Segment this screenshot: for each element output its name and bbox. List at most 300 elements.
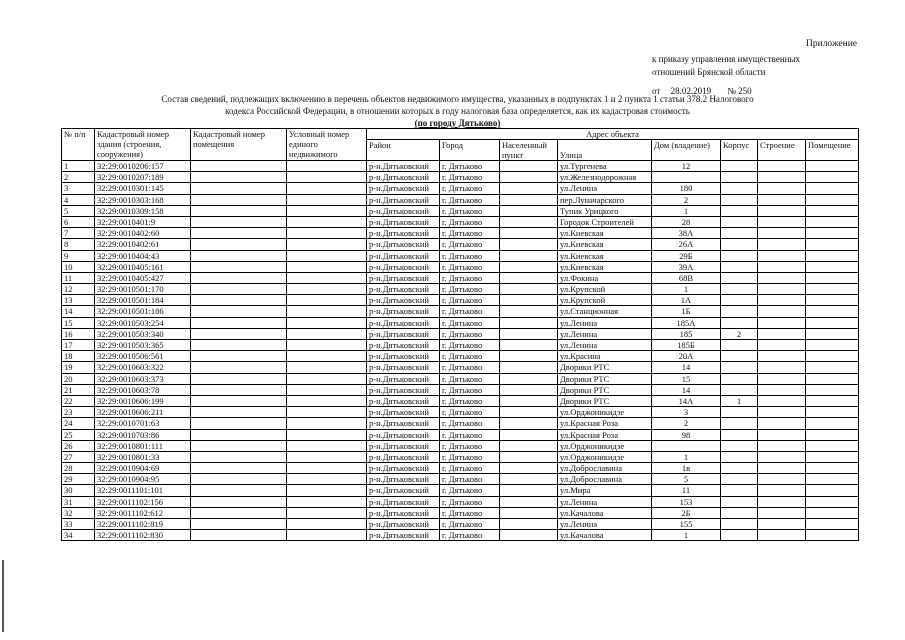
cell-conditional-number [287,418,367,429]
table-row [62,328,859,339]
cell-house-number: 185А [652,317,721,328]
cell-room [806,250,859,261]
cell-house-number: 1в [652,463,721,474]
cell-corpus [721,373,758,384]
cell-house-number: 5 [652,474,721,485]
cell-room-number [191,216,287,227]
cell-conditional-number [287,373,367,384]
cell-corpus [721,496,758,507]
cell-district: р-н.Дятьковский [367,463,440,474]
cell-district: р-н.Дятьковский [367,507,440,518]
cell-street: ул.Киевская [558,261,652,272]
cell-cadastral-number: 32:29:0011102:156 [95,496,191,507]
appendix-line: отношений Брянской области [652,67,766,77]
cell-district: р-н.Дятьковский [367,362,440,373]
cell-city: г. Дятьково [440,194,500,205]
cell-conditional-number [287,451,367,462]
cell-settlement [500,530,558,541]
cell-building [758,272,806,283]
cell-city: г. Дятьково [440,429,500,440]
cell-room [806,261,859,272]
cell-city: г. Дятьково [440,272,500,283]
cell-house-number: 14 [652,384,721,395]
cell-conditional-number [287,295,367,306]
cell-conditional-number [287,496,367,507]
cell-room-number [191,373,287,384]
cell-street: ул.Фокина [558,272,652,283]
cell-house-number: 1 [652,451,721,462]
table-row [62,284,859,295]
cell-corpus [721,340,758,351]
cell-settlement [500,395,558,406]
cell-row-number: 12 [62,284,95,295]
cell-room-number [191,172,287,183]
cell-cadastral-number: 32:29:0011102:819 [95,519,191,530]
cell-conditional-number [287,384,367,395]
document-heading [60,94,855,117]
cell-row-number: 19 [62,362,95,373]
table-row [62,172,859,183]
cell-room [806,463,859,474]
table-row [62,194,859,205]
cell-cadastral-number: 32:29:0010603:373 [95,373,191,384]
cell-cadastral-number: 32:29:0010703:86 [95,429,191,440]
cell-corpus [721,418,758,429]
heading-line: Состав сведений, подлежащих включению в перечень объектов недвижимого имущества, указанных в подпунктах 1 и 2 пункта 1 статьи 378.2 Налогового [161,94,754,104]
cell-building [758,395,806,406]
cell-settlement [500,474,558,485]
cell-room [806,407,859,418]
cell-building [758,183,806,194]
cell-building [758,451,806,462]
header-building: Строение [758,140,806,161]
table-row [62,161,859,172]
cell-corpus [721,362,758,373]
cell-room [806,328,859,339]
table-row [62,272,859,283]
cell-district: р-н.Дятьковский [367,250,440,261]
cell-conditional-number [287,429,367,440]
order-date: 28.02.2019 [670,86,712,96]
cell-building [758,295,806,306]
cell-conditional-number [287,205,367,216]
cell-building [758,205,806,216]
cell-street: ул.Киевская [558,239,652,250]
cell-corpus: 1 [721,395,758,406]
cell-house-number: 15 [652,373,721,384]
cell-district: р-н.Дятьковский [367,228,440,239]
cell-cadastral-number: 32:29:0010801:111 [95,440,191,451]
cell-row-number: 29 [62,474,95,485]
cell-street: ул.Ленина [558,317,652,328]
cell-city: г. Дятьково [440,161,500,172]
cell-settlement [500,519,558,530]
cell-street: Дворики РТС [558,384,652,395]
table-row [62,373,859,384]
cell-street: ул.Орджоникидзе [558,451,652,462]
cell-cadastral-number: 32:29:0010405:161 [95,261,191,272]
cell-room-number [191,395,287,406]
cell-district: р-н.Дятьковский [367,384,440,395]
cell-district: р-н.Дятьковский [367,440,440,451]
cell-settlement [500,384,558,395]
cell-building [758,485,806,496]
cell-house-number: 12 [652,161,721,172]
cell-row-number: 6 [62,216,95,227]
cell-row-number: 15 [62,317,95,328]
table-row [62,429,859,440]
cell-building [758,519,806,530]
cell-district: р-н.Дятьковский [367,216,440,227]
cell-room-number [191,317,287,328]
cell-conditional-number [287,172,367,183]
cell-settlement [500,284,558,295]
cell-settlement [500,161,558,172]
cell-conditional-number [287,250,367,261]
cell-cadastral-number: 32:29:0010503:254 [95,317,191,328]
cell-district: р-н.Дятьковский [367,161,440,172]
cell-corpus [721,507,758,518]
cell-room-number [191,451,287,462]
cell-building [758,463,806,474]
cell-district: р-н.Дятьковский [367,373,440,384]
cell-building [758,194,806,205]
cell-district: р-н.Дятьковский [367,194,440,205]
cell-settlement [500,407,558,418]
cell-district: р-н.Дятьковский [367,205,440,216]
cell-settlement [500,317,558,328]
table-row [62,362,859,373]
cell-street: ул.Доброславина [558,463,652,474]
cell-room [806,451,859,462]
cell-row-number: 7 [62,228,95,239]
cell-building [758,161,806,172]
cell-corpus [721,440,758,451]
table-row [62,239,859,250]
cell-corpus [721,384,758,395]
cell-district: р-н.Дятьковский [367,272,440,283]
cell-room-number [191,463,287,474]
cell-row-number: 22 [62,395,95,406]
cell-row-number: 21 [62,384,95,395]
cell-house-number: 1А [652,295,721,306]
cell-building [758,418,806,429]
cell-building [758,250,806,261]
cell-cadastral-number: 32:29:0011102:830 [95,530,191,541]
cell-cadastral-number: 32:29:0010206:157 [95,161,191,172]
cell-cadastral-number: 32:29:0010503:365 [95,340,191,351]
cell-row-number: 32 [62,507,95,518]
cell-street: ул.Орджоникидзе [558,440,652,451]
header-settlement: Населенный пункт [500,140,558,161]
cell-corpus [721,194,758,205]
cell-district: р-н.Дятьковский [367,496,440,507]
table-row [62,216,859,227]
cell-room-number [191,284,287,295]
cell-cadastral-number: 32:29:0010402:61 [95,239,191,250]
cell-room [806,373,859,384]
cell-room-number [191,418,287,429]
cell-row-number: 3 [62,183,95,194]
cell-settlement [500,507,558,518]
cell-room [806,340,859,351]
cell-room-number [191,239,287,250]
cell-street: Тупик Урицкого [558,205,652,216]
cell-street: Дворики РТС [558,395,652,406]
cell-row-number: 17 [62,340,95,351]
cell-corpus [721,239,758,250]
cell-conditional-number [287,261,367,272]
cell-cadastral-number: 32:29:0010501:186 [95,306,191,317]
cell-corpus [721,250,758,261]
cell-building [758,340,806,351]
cell-row-number: 16 [62,328,95,339]
header-address-group: Адрес объекта [367,129,859,140]
cell-room [806,172,859,183]
cell-settlement [500,172,558,183]
cell-house-number: 2Б [652,507,721,518]
cell-row-number: 10 [62,261,95,272]
cell-settlement [500,261,558,272]
cell-settlement [500,429,558,440]
cell-street: ул.Качалова [558,507,652,518]
cell-house-number: 2 [652,194,721,205]
cell-cadastral-number: 32:29:0010405:427 [95,272,191,283]
cell-settlement [500,250,558,261]
header-cadastral-building: Кадастровый номер здания (строения, сооружения) [95,129,191,161]
cell-room [806,384,859,395]
cell-room [806,183,859,194]
cell-room-number [191,351,287,362]
table-row [62,351,859,362]
cell-street: ул.Доброславина [558,474,652,485]
cell-corpus [721,451,758,462]
cell-cadastral-number: 32:29:0010904:95 [95,474,191,485]
cell-conditional-number [287,474,367,485]
cell-row-number: 27 [62,451,95,462]
cell-cadastral-number: 32:29:0010606:199 [95,395,191,406]
cell-corpus [721,429,758,440]
cell-district: р-н.Дятьковский [367,530,440,541]
cell-row-number: 13 [62,295,95,306]
cell-room [806,239,859,250]
cell-corpus [721,172,758,183]
cell-district: р-н.Дятьковский [367,295,440,306]
cell-room-number [191,205,287,216]
property-registry-table [61,128,859,541]
cell-row-number: 20 [62,373,95,384]
cell-room-number [191,183,287,194]
cell-cadastral-number: 32:29:0010606:211 [95,407,191,418]
cell-city: г. Дятьково [440,317,500,328]
cell-street: Дворики РТС [558,373,652,384]
cell-row-number: 31 [62,496,95,507]
cell-room [806,194,859,205]
cell-room [806,530,859,541]
cell-street: ул.Ленина [558,519,652,530]
cell-city: г. Дятьково [440,407,500,418]
cell-corpus [721,485,758,496]
cell-settlement [500,418,558,429]
cell-room-number [191,384,287,395]
cell-conditional-number [287,340,367,351]
cell-room [806,317,859,328]
cell-settlement [500,362,558,373]
cell-district: р-н.Дятьковский [367,284,440,295]
table-row [62,451,859,462]
cell-row-number: 11 [62,272,95,283]
cell-city: г. Дятьково [440,519,500,530]
heading-line: кодекса Российской Федерации, в отношении которых в году налоговая база определяется, как их кадастровая стоимость [225,105,690,116]
cell-conditional-number [287,328,367,339]
cell-conditional-number [287,463,367,474]
cell-street: ул.Ленина [558,496,652,507]
cell-row-number: 28 [62,463,95,474]
cell-conditional-number [287,272,367,283]
cell-corpus [721,228,758,239]
cell-cadastral-number: 32:29:0010309:158 [95,205,191,216]
table-row [62,519,859,530]
cell-room [806,216,859,227]
header-city: Город [440,140,500,161]
header-conditional-number: Условный номер единого недвижимого [287,129,367,161]
cell-building [758,228,806,239]
cell-room-number [191,328,287,339]
cell-building [758,373,806,384]
cell-cadastral-number: 32:29:0010303:168 [95,194,191,205]
cell-house-number: 28 [652,216,721,227]
cell-building [758,172,806,183]
cell-corpus [721,407,758,418]
cell-corpus [721,295,758,306]
cell-room [806,161,859,172]
cell-district: р-н.Дятьковский [367,474,440,485]
cell-street: Городок Строителей [558,216,652,227]
cell-house-number: 1 [652,205,721,216]
cell-row-number: 5 [62,205,95,216]
cell-settlement [500,440,558,451]
cell-settlement [500,485,558,496]
cell-house-number: 29Б [652,250,721,261]
cell-building [758,474,806,485]
cell-settlement [500,496,558,507]
cell-cadastral-number: 32:29:0010506:561 [95,351,191,362]
cell-district: р-н.Дятьковский [367,395,440,406]
header-cadastral-room: Кадастровый номер помещения [191,129,287,161]
cell-corpus [721,284,758,295]
cell-city: г. Дятьково [440,228,500,239]
cell-corpus [721,216,758,227]
cell-room [806,362,859,373]
cell-district: р-н.Дятьковский [367,519,440,530]
cell-city: г. Дятьково [440,261,500,272]
cell-building [758,407,806,418]
table-row [62,250,859,261]
cell-house-number: 38А [652,228,721,239]
order-prefix: от [652,86,661,96]
cell-settlement [500,239,558,250]
cell-row-number: 23 [62,407,95,418]
cell-conditional-number [287,317,367,328]
cell-city: г. Дятьково [440,451,500,462]
header-room: Помещение [806,140,859,161]
cell-district: р-н.Дятьковский [367,183,440,194]
cell-room-number [191,272,287,283]
cell-conditional-number [287,440,367,451]
cell-room [806,272,859,283]
cell-corpus [721,306,758,317]
cell-city: г. Дятьково [440,205,500,216]
cell-district: р-н.Дятьковский [367,451,440,462]
cell-city: г. Дятьково [440,172,500,183]
cell-building [758,328,806,339]
cell-city: г. Дятьково [440,418,500,429]
cell-room [806,429,859,440]
cell-settlement [500,216,558,227]
cell-street: ул.Красная Роза [558,429,652,440]
cell-room-number [191,362,287,373]
cell-row-number: 8 [62,239,95,250]
cell-district: р-н.Дятьковский [367,239,440,250]
cell-street: пер.Луначарского [558,194,652,205]
cell-building [758,530,806,541]
cell-house-number: 68В [652,272,721,283]
cell-cadastral-number: 32:29:0010401:9 [95,216,191,227]
cell-building [758,507,806,518]
cell-settlement [500,272,558,283]
document-subheading [60,118,855,128]
cell-district: р-н.Дятьковский [367,328,440,339]
table-row [62,418,859,429]
cell-conditional-number [287,239,367,250]
cell-room [806,485,859,496]
table-row [62,183,859,194]
cell-conditional-number [287,183,367,194]
cell-street: ул.Красина [558,351,652,362]
header-house: Дом (владение) [652,140,721,161]
cell-row-number: 26 [62,440,95,451]
cell-district: р-н.Дятьковский [367,418,440,429]
cell-street: ул.Крупской [558,284,652,295]
cell-city: г. Дятьково [440,496,500,507]
cell-cadastral-number: 32:29:0010501:184 [95,295,191,306]
cell-room [806,351,859,362]
cell-row-number: 30 [62,485,95,496]
cell-room-number [191,295,287,306]
cell-corpus [721,161,758,172]
cell-conditional-number [287,284,367,295]
table-row [62,317,859,328]
cell-city: г. Дятьково [440,216,500,227]
table-row [62,384,859,395]
cell-city: г. Дятьково [440,362,500,373]
cell-street: ул.Железнодорожная [558,172,652,183]
cell-room-number [191,496,287,507]
cell-city: г. Дятьково [440,183,500,194]
cell-house-number: 155 [652,519,721,530]
cell-house-number: 39А [652,261,721,272]
appendix-line: к приказу управления имущественных [652,54,801,64]
cell-city: г. Дятьково [440,474,500,485]
cell-house-number: 185 [652,328,721,339]
cell-settlement [500,328,558,339]
cell-city: г. Дятьково [440,384,500,395]
cell-cadastral-number: 32:29:0010301:145 [95,183,191,194]
cell-street: ул.Киевская [558,228,652,239]
header-street: Улица [558,140,652,161]
cell-settlement [500,340,558,351]
cell-street: ул.Качалова [558,530,652,541]
